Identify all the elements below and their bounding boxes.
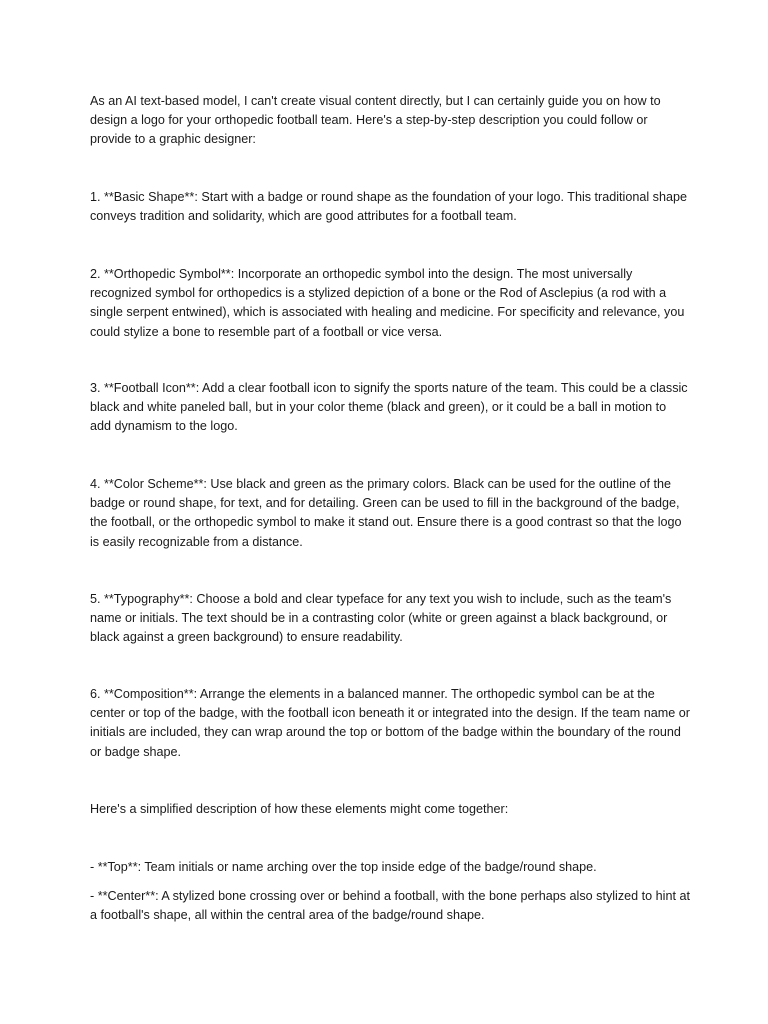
- intro-paragraph: As an AI text-based model, I can't create visual content directly, but I can certainly guide you on how to design a logo for your orthopedic football team. Here's a step-by-step description you could follow or provide to a graphic designer:: [90, 94, 661, 147]
- summary-intro: Here's a simplified description of how these elements might come together:: [90, 802, 509, 816]
- bullet-top: - **Top**: Team initials or name arching over the top inside edge of the badge/round shape.: [90, 860, 597, 874]
- step-football-icon: 3. **Football Icon**: Add a clear football icon to signify the sports nature of the team. This could be a classic black and white paneled ball, but in your color theme (black and green), or it could be a ball in motion to add dynamism to the logo.: [90, 381, 688, 434]
- step-composition: 6. **Composition**: Arrange the elements in a balanced manner. The orthopedic symbol can be at the center or top of the badge, with the football icon beneath it or integrated into the design. If the team name or initials are included, they can wrap around the top or bottom of the badge within the boundary of the round or badge shape.: [90, 687, 690, 759]
- step-typography: 5. **Typography**: Choose a bold and clear typeface for any text you wish to include, such as the team's name or initials. The text should be in a contrasting color (white or green against a black background, or black against a green background) to ensure readability.: [90, 592, 672, 645]
- bullet-center: - **Center**: A stylized bone crossing over or behind a football, with the bone perhaps also stylized to hint at a football's shape, all within the central area of the badge/round shape.: [90, 889, 690, 923]
- step-color-scheme: 4. **Color Scheme**: Use black and green as the primary colors. Black can be used for the outline of the badge or round shape, for text, and for detailing. Green can be used to fill in the background of the badge, the football, or the orthopedic symbol to make it stand out. Ensure there is a good contrast so that the logo is easily recognizable from a distance.: [90, 477, 682, 549]
- step-orthopedic-symbol: 2. **Orthopedic Symbol**: Incorporate an orthopedic symbol into the design. The most universally recognized symbol for orthopedics is a stylized depiction of a bone or the Rod of Asclepius (a rod with a single serpent entwined), which is associated with healing and medicine. For specificity and relevance, you could stylize a bone to resemble part of a football or vice versa.: [90, 267, 685, 339]
- step-basic-shape: 1. **Basic Shape**: Start with a badge or round shape as the foundation of your logo. This traditional shape conveys tradition and solidarity, which are good attributes for a football team.: [90, 190, 687, 224]
